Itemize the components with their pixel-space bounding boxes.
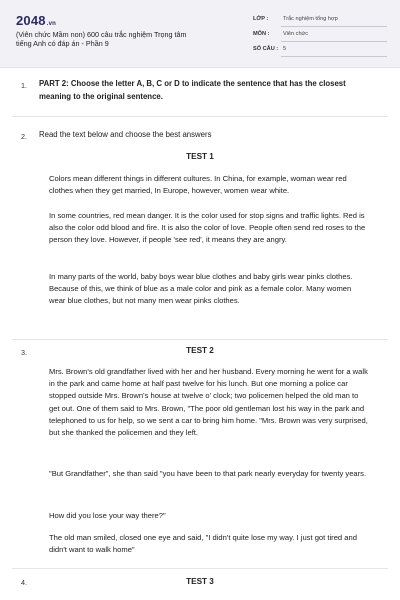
site-logo[interactable] <box>16 13 56 28</box>
meta-value: 5 <box>283 46 287 52</box>
meta-underline <box>281 56 387 57</box>
logo-text: 2048 <box>16 13 46 28</box>
question-number: 3. <box>21 348 27 357</box>
meta-key: LỚP : <box>253 16 269 22</box>
meta-underline <box>281 26 387 27</box>
passage-paragraph: Colors mean different things in different cultures. In China, for example, woman wear red clothes when they get married, In Europe, however, women wear white. <box>49 174 347 196</box>
question-number: 4. <box>21 578 27 587</box>
meta-key: MÔN : <box>253 31 270 37</box>
passage-paragraph: Mrs. Brown's old grandfather lived with her and her husband. Every morning he went for a walk in the park and came home at half past twelve for his lunch. But one morning a police car stopped outside Mrs. Brown's house at twelve o' clock; two policemen helped the old man to get out. One of them said to Mrs. Brown, "The poor old gentleman lost his way in the park and telephoned to us for help, so we sent a car to bring him home. "Mrs. Brown was very surprised, but she thanked the policemen and they left. <box>49 367 368 438</box>
passage-paragraph: In some countries, red mean danger. It is the color used for stop signs and traffic lights. Red is also the color odd blood and fire. It is also the color of love. People often send red roses to the person they love. However, if people 'see red', it means they are angry. <box>49 211 366 245</box>
logo-extension: .vn <box>46 21 57 27</box>
question-divider <box>12 339 388 340</box>
question-divider <box>12 568 388 569</box>
meta-value: Viên chức <box>283 31 309 37</box>
question-number: 2. <box>21 132 27 141</box>
document-title: (Viên chức Mầm non) 600 câu trắc nghiệm Trọng tâm tiếng Anh có đáp án - Phần 9 <box>16 30 187 49</box>
meta-value: Trắc nghiệm tổng hợp <box>283 16 338 22</box>
meta-underline <box>281 41 387 42</box>
question-1-text: PART 2: Choose the letter A, B, C or D to indicate the sentence that has the closest meaning to the original sentence. <box>39 79 346 101</box>
test-title: TEST 2 <box>186 346 214 355</box>
question-number: 1. <box>21 81 27 90</box>
passage-paragraph: How did you lose your way there?" <box>49 511 166 520</box>
page-header <box>0 0 400 68</box>
passage-paragraph: The old man smiled, closed one eye and said, "I didn't quite lose my way. I just got tired and didn't want to walk home" <box>49 533 357 555</box>
test-title: TEST 1 <box>186 152 214 161</box>
question-2-text: Read the text below and choose the best answers <box>39 130 212 139</box>
test-title: TEST 3 <box>186 577 214 586</box>
meta-key: SỐ CÂU : <box>253 46 279 52</box>
passage-paragraph: In many parts of the world, baby boys wear blue clothes and baby girls wear pinks clothes. Because of this, we think of blue as a male color and pink as a female color. Many women wear blue clothes, but not many men wear pinks clothes. <box>49 272 353 306</box>
passage-paragraph: "But Grandfather", she than said "you have been to that park nearly everyday for twenty years. <box>49 469 367 478</box>
question-divider <box>12 116 388 117</box>
